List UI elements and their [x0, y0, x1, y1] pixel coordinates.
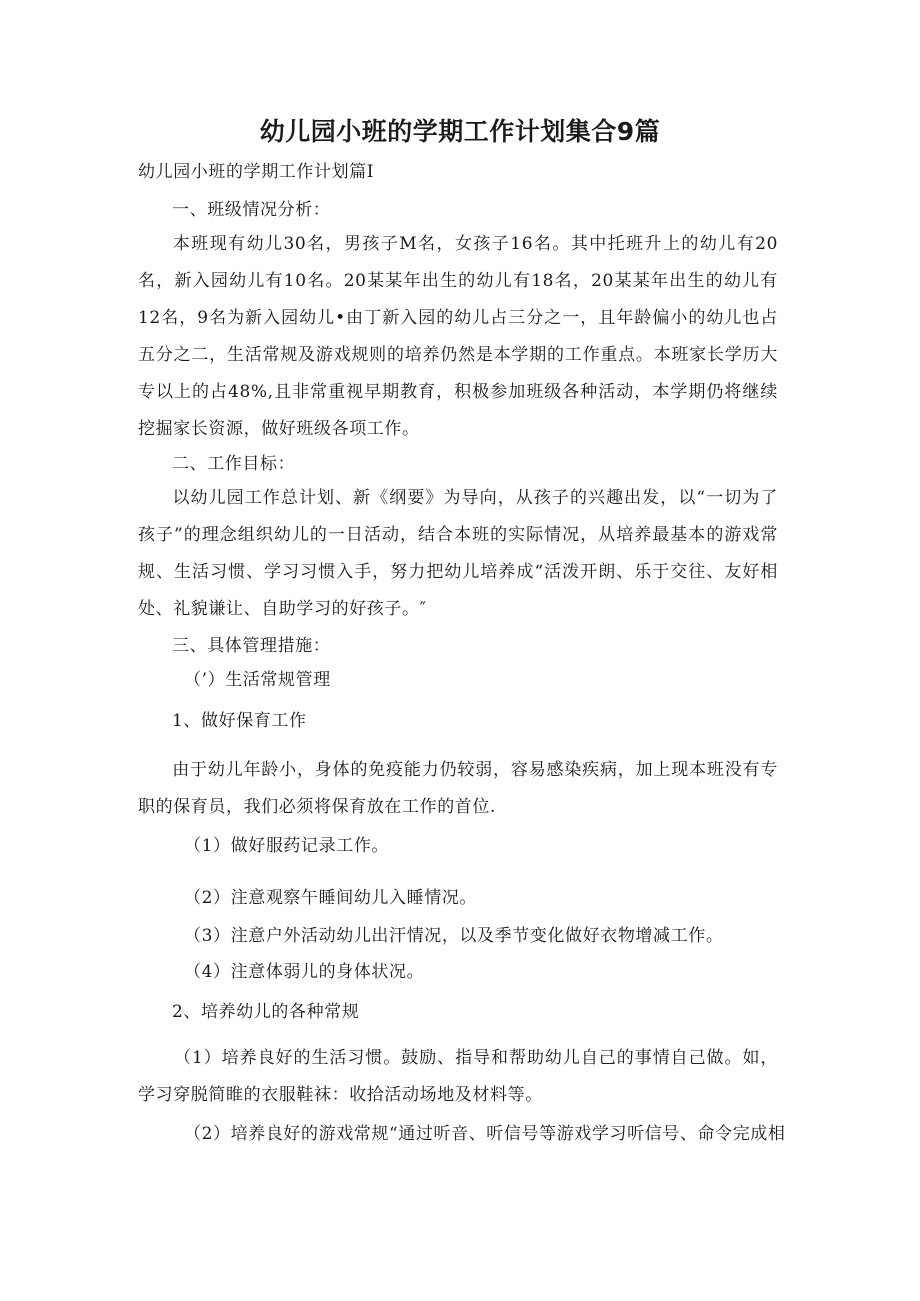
section2-heading: 二、工作目标：	[172, 454, 296, 474]
item1-point4: （4）注意体弱儿的身体状况。	[184, 962, 425, 982]
section2-text: 以幼儿园工作总计划、新《纲要》为导向，从孩子的兴趣出发，以“一切为了孩子”的理念组织幼儿的一日活动，结合本班的实际情况，从培养最基本的游戏常规、生活习惯、学习习惯入手，努力把幼儿培养成“活泼开朗、乐于交往、友好相处、礼貌谦让、自助学习的好孩子。″	[138, 488, 778, 619]
item1-text: 由于幼儿年龄小，身体的免疫能力仍较弱，容易感染疾病，加上现本班没有专职的保育员，我们必须将保育放在工作的首位.	[138, 760, 778, 817]
item1-heading: 1、做好保育工作	[172, 711, 307, 731]
item2-heading: 2、培养幼儿的各种常规	[172, 1002, 360, 1022]
document-title: 幼儿园小班的学期工作计划集合9篇	[259, 117, 661, 146]
section1-heading: 一、班级情况分析：	[172, 200, 331, 220]
document-subtitle: 幼儿园小班的学期工作计划篇I	[138, 162, 375, 182]
section1-paragraph	[138, 226, 778, 448]
item2-point1: （1）培养良好的生活习惯。鼓励、指导和帮助幼儿自己的事情自己做。如，学习穿脱简睢的衣服鞋袜：收拾活动场地及材料等。	[138, 1048, 778, 1105]
item2-point2: （2）培养良好的游戏常规“通过听音、听信号等游戏学习听信号、命令完成相	[184, 1124, 786, 1144]
item1-point1: （1）做好服药记录工作。	[184, 836, 390, 856]
section2-paragraph	[138, 480, 778, 628]
item1-point3: （3）注意户外活动幼儿出汗情况，以及季节变化做好衣物增减工作。	[184, 926, 724, 946]
section1-text: 本班现有幼儿30名，男孩子M名，女孩子16名。其中托班升上的幼儿有20名，新入园幼儿有10名。20某某年出生的幼儿有18名，20某某年出生的幼儿有12名，9名为新入园幼儿•由丁新入园的幼儿占三分之一，且年龄偏小的幼儿也占五分之二，生活常规及游戏规则的培养仍然是本学期的工作重点。本班家长学历大专以上的占48%,且非常重视早期教育，积极参加班级各种活动，本学期仍将继续挖掘家长资源，做好班级各项工作。	[138, 234, 778, 439]
item1-paragraph	[138, 752, 778, 826]
item1-point2: （2）注意观察午睡间幼儿入睡情况。	[184, 888, 478, 908]
section3-heading: 三、具体管理措施：	[172, 636, 331, 656]
sub1-heading: （’）生活常规管理	[184, 670, 331, 690]
